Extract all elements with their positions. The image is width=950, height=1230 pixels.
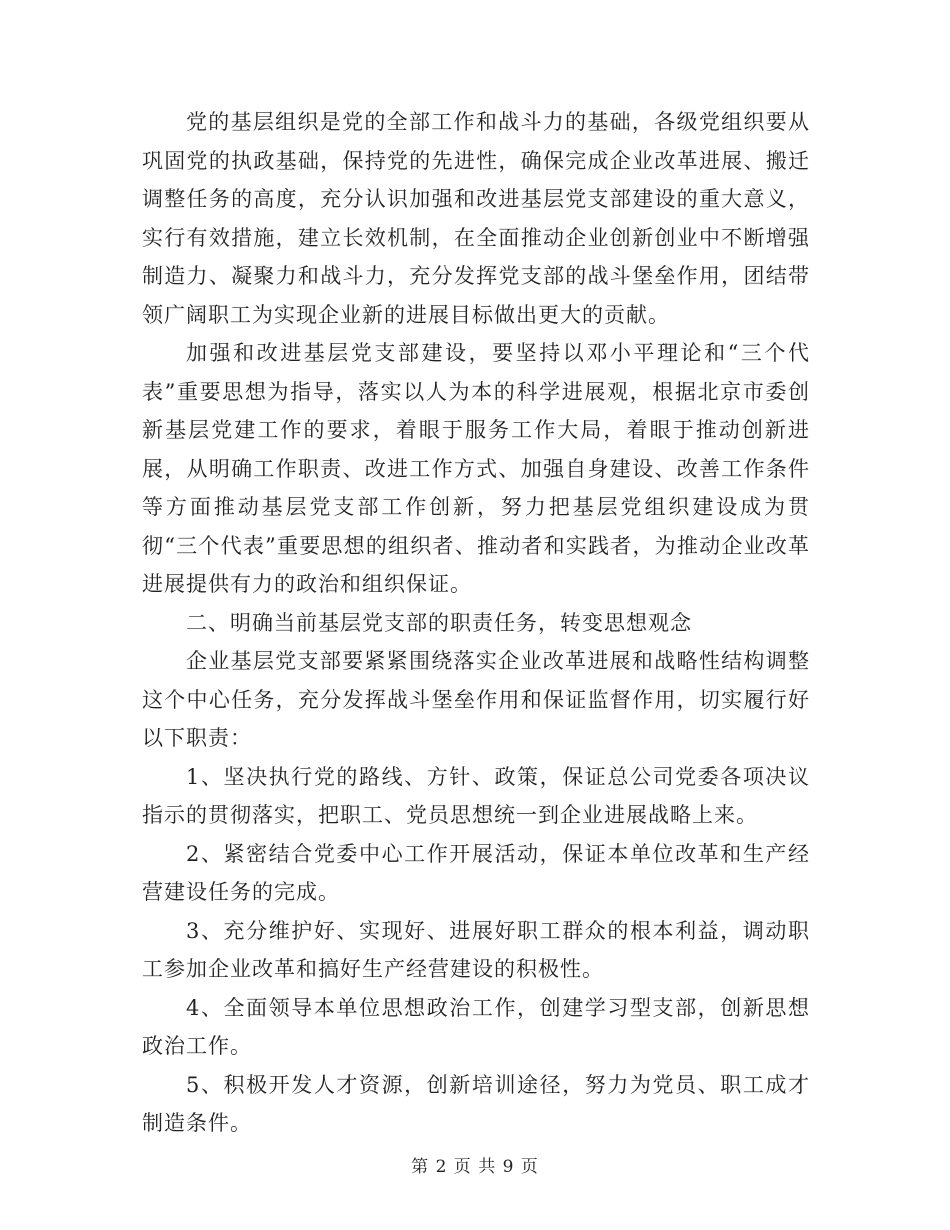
list-item-5: 5、积极开发人才资源，创新培训途径，努力为党员、职工成才制造条件。 xyxy=(142,1072,810,1135)
list-item-1: 1、坚决执行党的路线、方针、政策，保证总公司党委各项决议指示的贯彻落实，把职工、党员思想统一到企业进展战略上来。 xyxy=(142,764,810,827)
paragraph-2: 加强和改进基层党支部建设，要坚持以邓小平理论和“三个代表”重要思想为指导，落实以人为本的科学进展观，根据北京市委创新基层党建工作的要求，着眼于服务工作大局，着眼于推动创新进展，从明确工作职责、改进工作方式、加强自身建设、改善工作条件等方面推动基层党支部工作创新，努力把基层党组织建设成为贯彻“三个代表”重要思想的组织者、推动者和实践者，为推动企业改革进展提供有力的政治和组织保证。 xyxy=(142,341,810,596)
section-intro: 企业基层党支部要紧紧围绕落实企业改革进展和战略性结构调整这个中心任务，充分发挥战斗堡垒作用和保证监督作用，切实履行好以下职责： xyxy=(142,649,810,750)
paragraph-1: 党的基层组织是党的全部工作和战斗力的基础，各级党组织要从巩固党的执政基础，保持党的先进性，确保完成企业改革进展、搬迁调整任务的高度，充分认识加强和改进基层党支部建设的重大意义，实行有效措施，建立长效机制，在全面推动企业创新创业中不断增强制造力、凝聚力和战斗力，充分发挥党支部的战斗堡垒作用，团结带领广阔职工为实现企业新的进展目标做出更大的贡献。 xyxy=(142,110,810,327)
list-item-2: 2、紧密结合党委中心工作开展活动，保证本单位改革和生产经营建设任务的完成。 xyxy=(142,841,810,904)
page-number-footer: 第 2 页 共 9 页 xyxy=(411,1157,539,1177)
list-item-3: 3、充分维护好、实现好、进展好职工群众的根本利益，调动职工参加企业改革和搞好生产经营建设的积极性。 xyxy=(142,918,810,981)
section-heading: 二、明确当前基层党支部的职责任务，转变思想观念 xyxy=(186,610,692,635)
document-body xyxy=(142,103,810,1143)
list-item-4: 4、全面领导本单位思想政治工作，创建学习型支部，创新思想政治工作。 xyxy=(142,995,810,1058)
